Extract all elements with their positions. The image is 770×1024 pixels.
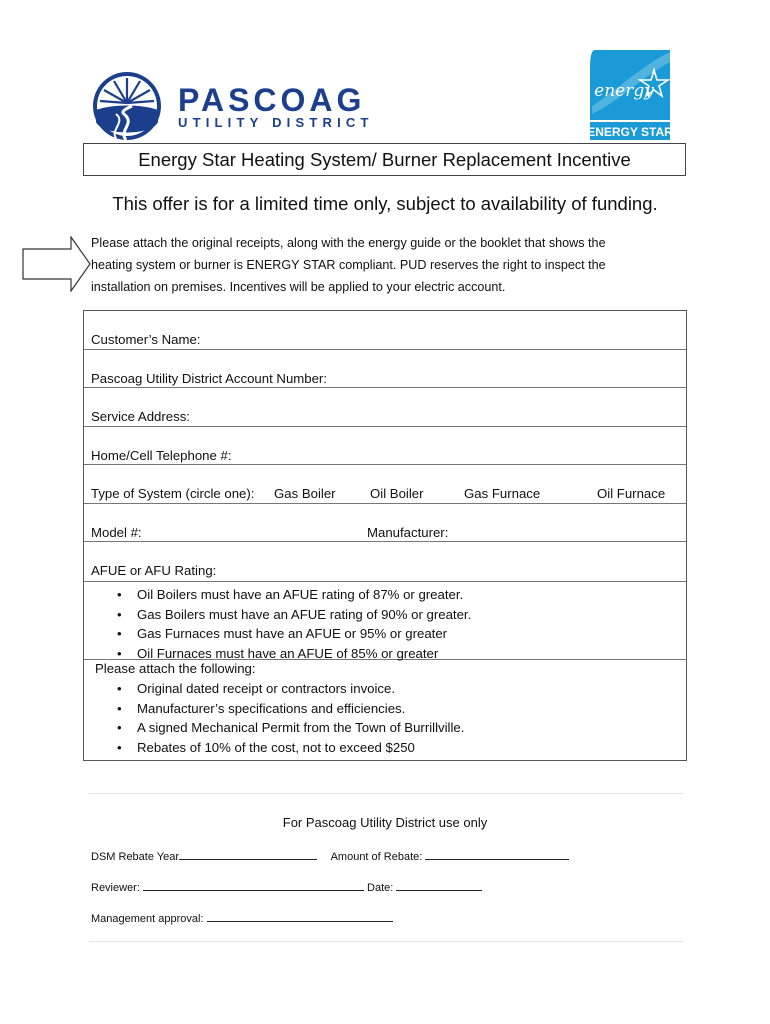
bullet-icon: • [117, 739, 122, 755]
dsm-amount-line [91, 849, 569, 864]
management-approval-line [91, 911, 393, 926]
afue-rating-row [84, 542, 686, 660]
system-type-label: Type of System (circle one): [91, 486, 255, 501]
bullet-icon: • [117, 681, 122, 696]
incentive-form-table [83, 310, 687, 761]
afue-divider [84, 581, 686, 582]
rebate-amount-field[interactable] [425, 849, 569, 860]
reviewer-label: Reviewer: [91, 882, 143, 894]
reviewer-date-line [91, 880, 482, 895]
logo-subtitle: UTILITY DISTRICT [178, 115, 374, 130]
customer-name-label: Customer’s Name: [91, 332, 201, 347]
attachments-row [84, 660, 686, 760]
page-title: Energy Star Heating System/ Burner Replacement Incentive [83, 143, 686, 176]
option-oil-furnace[interactable]: Oil Furnace [597, 486, 666, 501]
list-item [117, 718, 464, 738]
attachment-requirement: Manufacturer’s specifications and efficiencies. [137, 700, 406, 716]
list-item [117, 699, 464, 719]
model-label[interactable]: Model #: [91, 524, 142, 540]
bullet-icon: • [117, 606, 122, 622]
customer-name-row[interactable] [84, 311, 686, 350]
energy-star-logo [584, 46, 676, 142]
afue-requirement: Gas Furnaces must have an AFUE or 95% or greater [137, 626, 448, 642]
attachment-instructions [91, 232, 681, 298]
instructions-line-2: heating system or burner is ENERGY STAR compliant. PUD reserves the right to inspect the [91, 258, 606, 272]
service-address-row[interactable] [84, 388, 686, 427]
right-arrow-icon [22, 236, 92, 292]
logo-wordmark: PASCOAG [178, 82, 366, 118]
attachments-list [117, 679, 464, 757]
limited-offer-notice: This offer is for a limited time only, subject to availability of funding. [112, 193, 658, 214]
attachment-requirement: Original dated receipt or contractors invoice. [137, 681, 396, 696]
management-approval-field[interactable] [207, 911, 393, 922]
dsm-rebate-year-label: DSM Rebate Year [91, 851, 180, 863]
afue-requirement: Oil Furnaces must have an AFUE of 85% or greater [137, 645, 439, 661]
model-manufacturer-row [84, 504, 686, 543]
option-gas-boiler[interactable]: Gas Boiler [274, 486, 336, 501]
service-address-label: Service Address: [91, 409, 190, 424]
bullet-icon: • [117, 700, 122, 716]
account-number-row[interactable] [84, 350, 686, 389]
office-section-bottom-divider [89, 941, 683, 942]
list-item [117, 605, 471, 625]
management-approval-label: Management approval: [91, 913, 207, 925]
afue-requirements-list [117, 585, 471, 663]
system-type-row [84, 465, 686, 504]
option-gas-furnace[interactable]: Gas Furnace [464, 486, 541, 501]
account-number-label: Pascoag Utility District Account Number: [91, 370, 327, 386]
instructions-line-3: installation on premises. Incentives will be applied to your electric account. [91, 280, 506, 294]
afue-rating-label: AFUE or AFU Rating: [91, 563, 217, 578]
telephone-label: Home/Cell Telephone #: [91, 447, 232, 463]
bullet-icon: • [117, 587, 122, 602]
dsm-rebate-year-field[interactable] [179, 849, 317, 860]
pascoag-logo-mark [92, 70, 162, 142]
list-item [117, 624, 471, 644]
telephone-row[interactable] [84, 427, 686, 466]
rebate-amount-label: Amount of Rebate: [330, 851, 426, 863]
attachment-requirement: Rebates of 10% of the cost, not to exceed $250 [137, 739, 415, 755]
list-item [117, 585, 471, 605]
manufacturer-label[interactable]: Manufacturer: [367, 524, 449, 540]
office-section-top-divider [89, 793, 683, 794]
instructions-line-1: Please attach the original receipts, along with the energy guide or the booklet that shows the [91, 236, 606, 250]
bullet-icon: • [117, 626, 122, 642]
list-item [117, 679, 464, 699]
attachment-requirement: A signed Mechanical Permit from the Town of Burrillville. [137, 720, 465, 736]
office-use-title: For Pascoag Utility District use only [282, 815, 488, 830]
energy-star-script: energy [594, 81, 654, 101]
bullet-icon: • [117, 645, 122, 661]
option-oil-boiler[interactable]: Oil Boiler [370, 486, 424, 501]
date-label: Date: [363, 882, 397, 894]
bullet-icon: • [117, 720, 122, 736]
date-field[interactable] [396, 880, 482, 891]
attachments-label: Please attach the following: [95, 661, 256, 676]
afue-requirement: Gas Boilers must have an AFUE rating of 90% or greater. [137, 606, 472, 622]
energy-star-label: ENERGY STAR [587, 125, 673, 139]
reviewer-field[interactable] [143, 880, 364, 891]
afue-requirement: Oil Boilers must have an AFUE rating of 87% or greater. [137, 587, 464, 602]
list-item [117, 738, 464, 758]
